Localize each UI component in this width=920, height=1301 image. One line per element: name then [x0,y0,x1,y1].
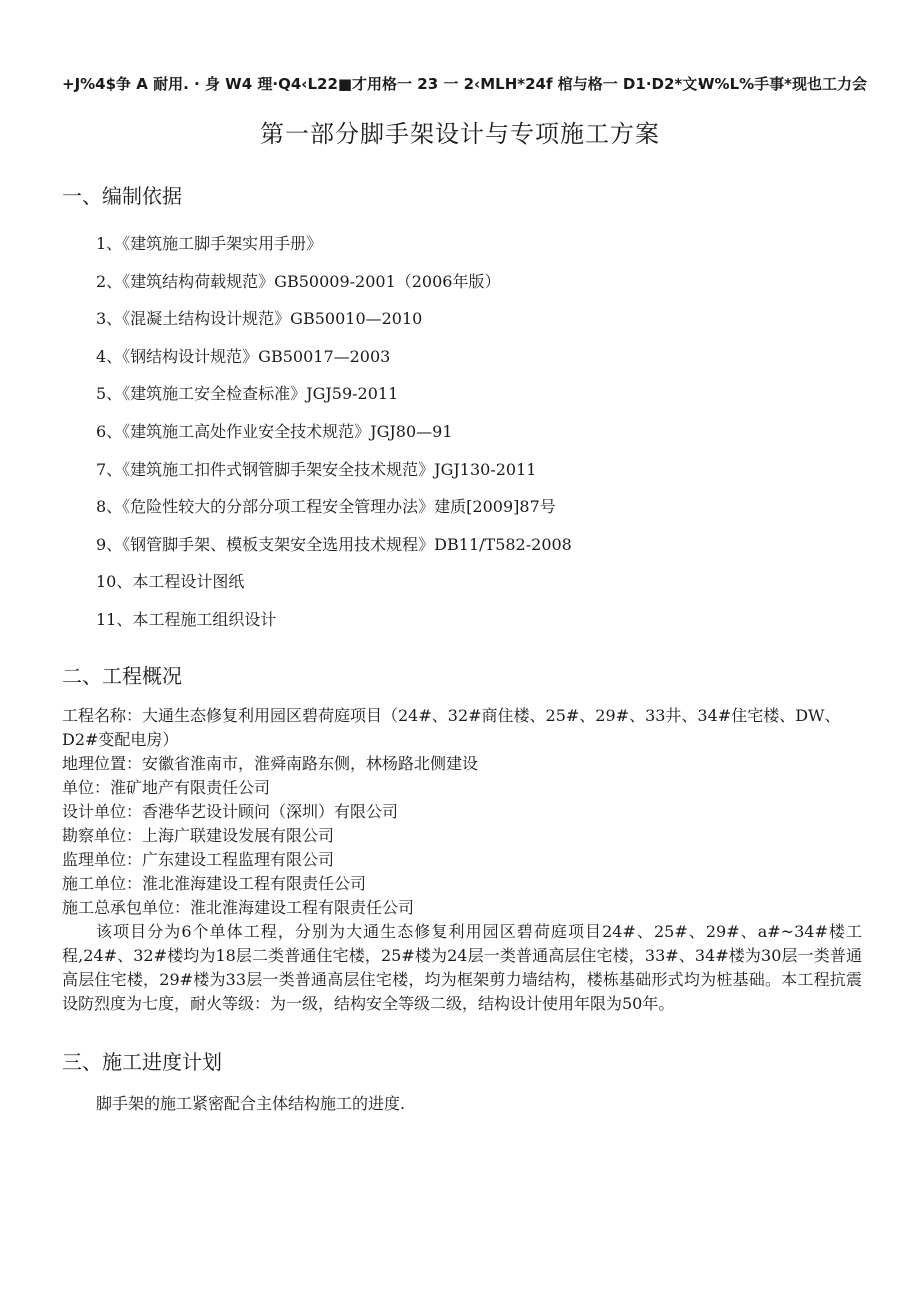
project-location: 地理位置：安徽省淮南市，淮舜南路东侧，林杨路北侧建设 [62,754,479,773]
basis-list [96,231,572,645]
project-description: 该项目分为6个单体工程，分别为大通生态修复利用园区碧荷庭项目24#、25#、29#、a#~34#楼工程,24#、32#楼均为18层二类普通住宅楼，25#楼为24层一类普通高层住宅楼，33#、34#楼为30层一类普通高层住宅楼，29#楼为33层一类普通高层住宅楼，均为框架剪力墙结构，楼栋基础形式均为桩基础。本工程抗震设防烈度为七度，耐火等级：为一级，结构安全等级二级，结构设计使用年限为50年。 [62,922,862,1013]
basis-item: 9、《钢管脚手架、模板支架安全选用技术规程》DB11/T582-2008 [96,534,572,554]
design-unit: 设计单位：香港华艺设计顾问（深圳）有限公司 [62,802,399,821]
owner-unit: 单位：淮矿地产有限责任公司 [62,778,271,797]
schedule-text: 脚手架的施工紧密配合主体结构施工的进度. [96,1094,406,1113]
basis-item: 1、《建筑施工脚手架实用手册》 [96,234,323,253]
section-heading-basis: 一、编制依据 [62,184,182,208]
section-heading-overview: 二、工程概况 [62,664,182,688]
survey-unit: 勘察单位：上海广联建设发展有限公司 [62,826,335,845]
project-overview [62,704,862,1016]
basis-item: 8、《危险性较大的分部分项工程安全管理办法》建质[2009]87号 [96,497,556,517]
construction-unit: 施工单位：淮北淮海建设工程有限责任公司 [62,874,367,893]
basis-item: 4、《钢结构设计规范》GB50017—2003 [96,346,391,366]
basis-item: 2、《建筑结构荷载规范》GB50009-2001（2006年版） [96,271,501,291]
basis-item: 7、《建筑施工扣件式钢管脚手架安全技术规范》JGJ130-2011 [96,459,537,479]
basis-item: 10、本工程设计图纸 [96,572,245,592]
page-header-left: +J%4$争 A 耐用. · 身 W4 理·Q4‹L22■才用格一 23 一 2‹MLH*24f 棺与格一 D1·D2*文· [62,75,703,93]
section-heading-schedule: 三、施工进度计划 [62,1050,222,1074]
document-title: 第一部分脚手架设计与专项施工方案 [260,120,660,148]
page-header-right: W%L%手事*现也工力会 [698,75,868,93]
supervision-unit: 监理单位：广东建设工程监理有限公司 [62,850,335,869]
general-contractor-unit: 施工总承包单位：淮北淮海建设工程有限责任公司 [62,898,415,917]
basis-item: 11、本工程施工组织设计 [96,609,277,629]
basis-item: 5、《建筑施工安全检查标准》JGJ59-2011 [96,384,399,404]
basis-item: 3、《混凝土结构设计规范》GB50010—2010 [96,309,423,329]
project-name: 工程名称：大通生态修复利用园区碧荷庭项目（24#、32#商住楼、25#、29#、33井、34#住宅楼、DW、D2#变配电房） [62,706,841,749]
basis-item: 6、《建筑施工高处作业安全技术规范》JGJ80—91 [96,421,453,441]
